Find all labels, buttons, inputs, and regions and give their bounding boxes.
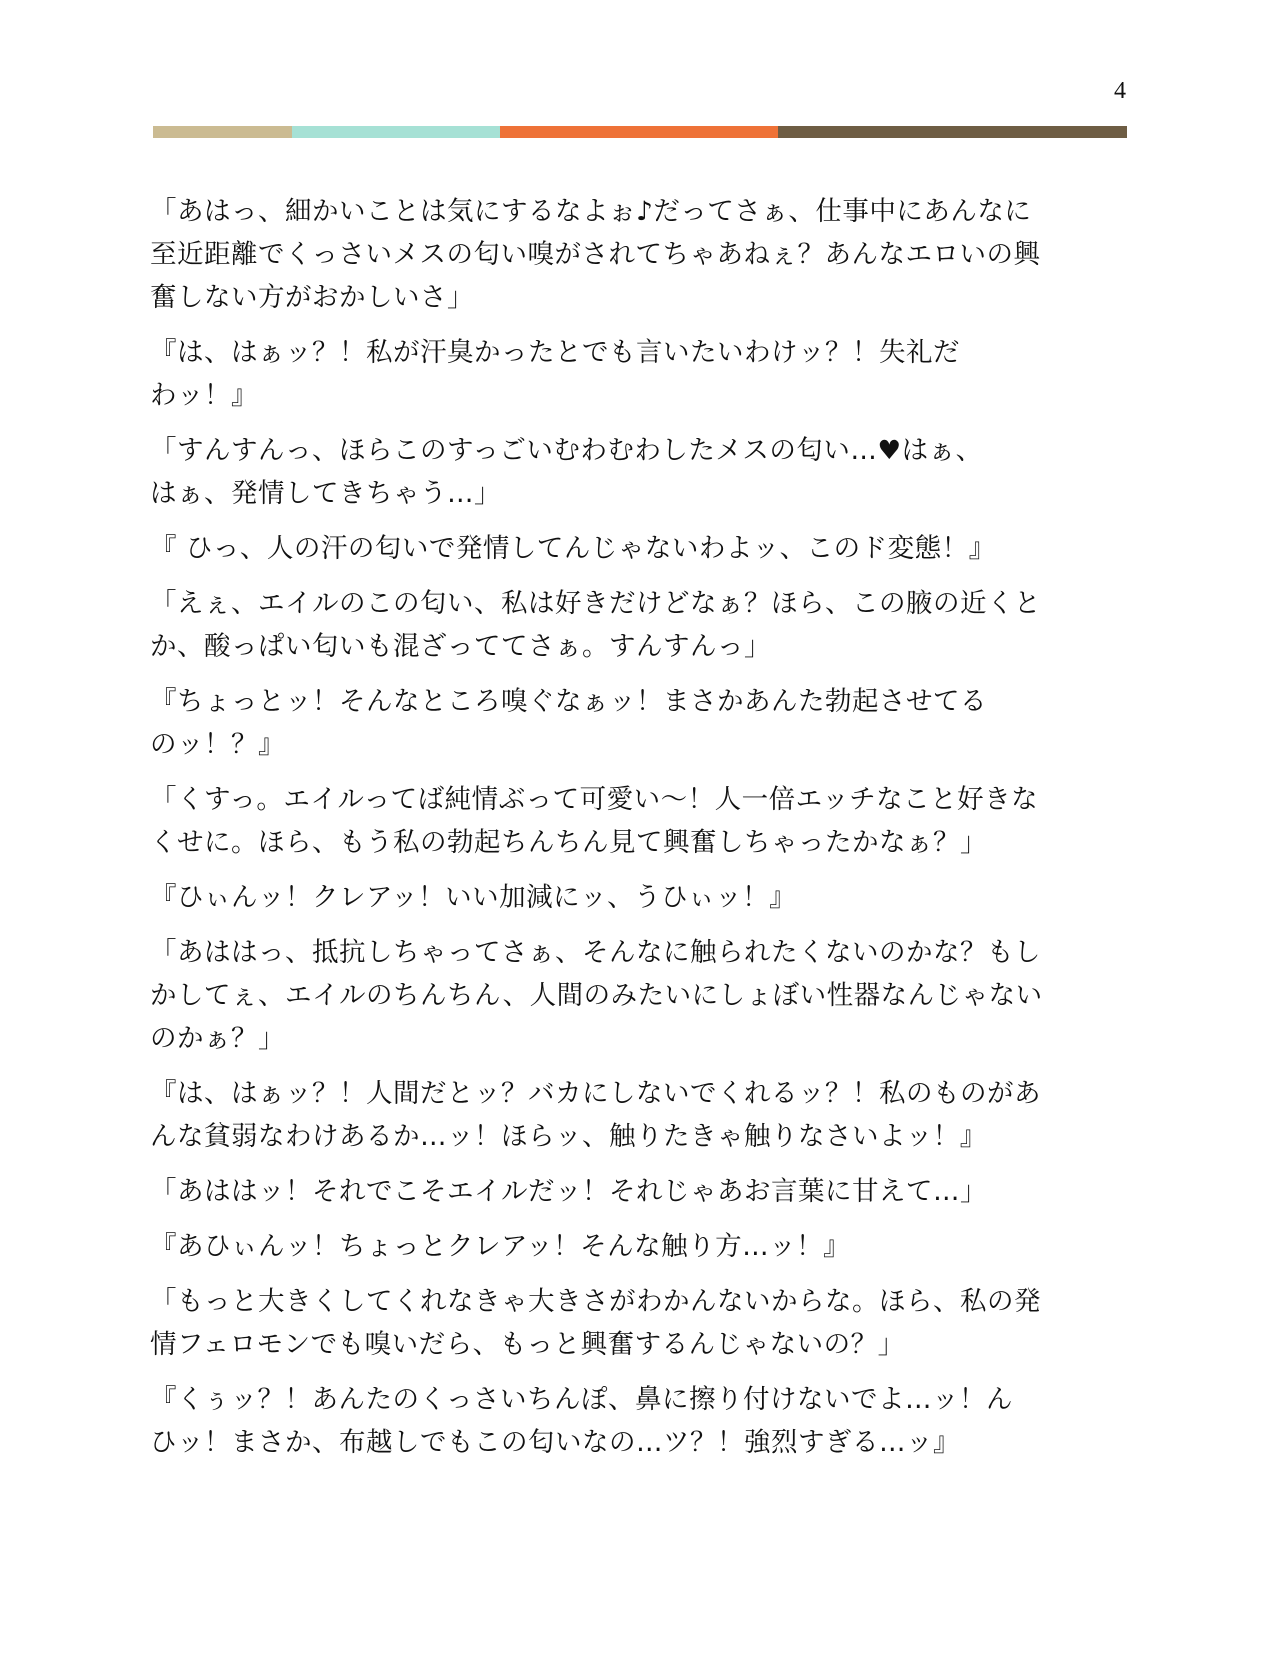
dialogue-line: わッ！』 bbox=[150, 380, 258, 411]
dialogue-line: 「くすっ。エイルってば純情ぶって可愛い〜！人一倍エッチなこと好きな bbox=[150, 784, 1039, 815]
dialogue-paragraph bbox=[150, 331, 1130, 417]
dialogue-paragraph bbox=[150, 931, 1130, 1060]
dialogue-line: 「あははっ、抵抗しちゃってさぁ、そんなに触られたくないのかな？もし bbox=[150, 937, 1041, 968]
dialogue-paragraph bbox=[150, 1378, 1130, 1464]
dialogue-line: 『は、はぁッ？！人間だとッ？バカにしないでくれるッ？！私のものがあ bbox=[150, 1078, 1041, 1109]
dialogue-line: 「あははッ！それでこそエイルだッ！それじゃあお言葉に甘えて…」 bbox=[150, 1176, 987, 1207]
dialogue-line: 『あひぃんッ！ちょっとクレアッ！そんな触り方…ッ！』 bbox=[150, 1231, 851, 1262]
page-number: 4 bbox=[1114, 78, 1126, 104]
dialogue-line: 『ひぃんッ！クレアッ！いい加減にッ、うひぃッ！』 bbox=[150, 882, 797, 913]
dialogue-paragraph bbox=[150, 778, 1130, 864]
dialogue-paragraph bbox=[150, 1225, 1130, 1268]
dialogue-line: かしてぇ、エイルのちんちん、人間のみたいにしょぼい性器なんじゃない bbox=[150, 980, 1043, 1011]
dialogue-line: 『 ひっ、人の汗の匂いで発情してんじゃないわよッ、このド変態！』 bbox=[150, 533, 996, 564]
dialogue-line: 至近距離でくっさいメスの匂い嗅がされてちゃあねぇ？あんなエロいの興 bbox=[150, 239, 1041, 270]
dialogue-line: ひッ！まさか、布越しでもこの匂いなの…ツ？！強烈すぎる…ッ』 bbox=[150, 1427, 960, 1458]
header-bar-segment-orange bbox=[500, 126, 778, 138]
header-color-bar bbox=[153, 126, 1127, 138]
dialogue-paragraph bbox=[150, 1170, 1130, 1213]
dialogue-paragraph bbox=[150, 429, 1130, 515]
dialogue-paragraph bbox=[150, 1280, 1130, 1366]
dialogue-paragraph bbox=[150, 527, 1130, 570]
dialogue-line: 『ちょっとッ！そんなところ嗅ぐなぁッ！まさかあんた勃起させてる bbox=[150, 686, 987, 717]
dialogue-line: 「あはっ、細かいことは気にするなよぉ♪だってさぁ、仕事中にあんなに bbox=[150, 196, 1032, 227]
dialogue-line: 「すんすんっ、ほらこのすっごいむわむわしたメスの匂い…♥はぁ、 bbox=[150, 435, 983, 466]
dialogue-line: んな貧弱なわけあるか…ッ！ほらッ、触りたきゃ触りなさいよッ！』 bbox=[150, 1121, 987, 1152]
header-bar-segment-tan bbox=[153, 126, 292, 138]
header-bar-segment-brown bbox=[778, 126, 1127, 138]
dialogue-line: 「もっと大きくしてくれなきゃ大きさがわかんないからな。ほら、私の発 bbox=[150, 1286, 1041, 1317]
dialogue-paragraph bbox=[150, 582, 1130, 668]
dialogue-line: はぁ、発情してきちゃう…」 bbox=[150, 478, 501, 509]
dialogue-line: 『くぅッ？！あんたのくっさいちんぽ、鼻に擦り付けないでよ…ッ！ん bbox=[150, 1384, 1013, 1415]
dialogue-paragraph bbox=[150, 680, 1130, 766]
dialogue-paragraph bbox=[150, 1072, 1130, 1158]
dialogue-line: のかぁ？」 bbox=[150, 1023, 285, 1054]
dialogue-line: くせに。ほら、もう私の勃起ちんちん見て興奮しちゃったかなぁ？」 bbox=[150, 827, 987, 858]
dialogue-paragraph bbox=[150, 876, 1130, 919]
dialogue-body bbox=[150, 190, 1130, 1476]
dialogue-paragraph bbox=[150, 190, 1130, 319]
dialogue-line: 「えぇ、エイルのこの匂い、私は好きだけどなぁ？ほら、この腋の近くと bbox=[150, 588, 1041, 619]
dialogue-line: 『は、はぁッ？！私が汗臭かったとでも言いたいわけッ？！失礼だ bbox=[150, 337, 960, 368]
header-bar-segment-aqua bbox=[292, 126, 500, 138]
dialogue-line: 奮しない方がおかしいさ」 bbox=[150, 282, 474, 313]
dialogue-line: 情フェロモンでも嗅いだら、もっと興奮するんじゃないの？」 bbox=[150, 1329, 905, 1360]
dialogue-line: か、酸っぱい匂いも混ざっててさぁ。すんすんっ」 bbox=[150, 631, 771, 662]
dialogue-line: のッ！？』 bbox=[150, 729, 285, 760]
